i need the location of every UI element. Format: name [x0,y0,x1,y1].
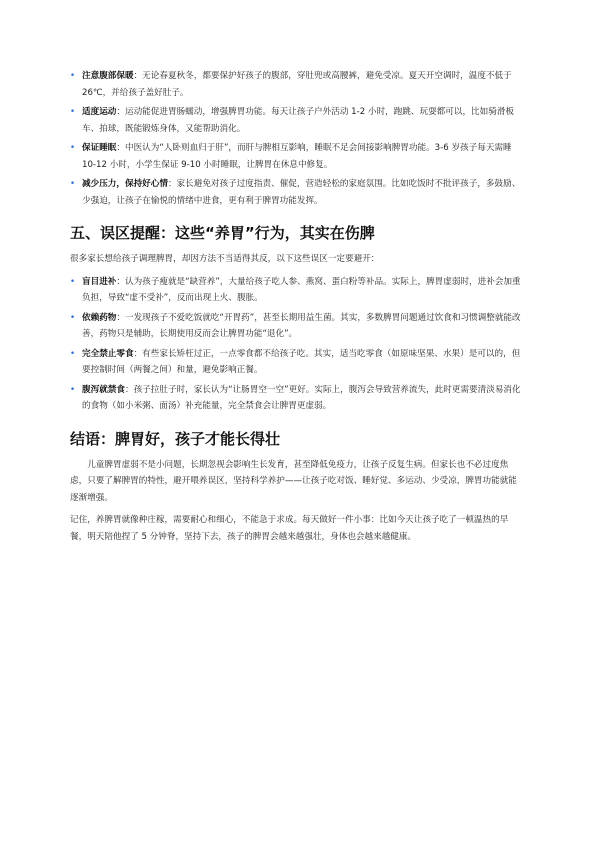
list-item [70,310,525,343]
habits-list [70,68,525,209]
item-text: ：运动能促进胃肠蠕动，增强脾胃功能。每天让孩子户外活动 1-2 小时，跑跳、玩耍都可以，比如骑滑板车、拍球，既能锻炼身体，又能帮助消化。 [82,107,515,134]
list-item [70,140,525,173]
list-item [70,68,525,101]
item-title: 减少压力，保持好心情 [82,179,168,189]
list-item [70,274,525,307]
item-text: ：无论春夏秋冬，都要保护好孩子的腹部，穿肚兜或高腰裤，避免受凉。夏天开空调时，温度不低于 26℃，并给孩子盖好肚子。 [82,71,512,98]
conclusion-paragraph: 记住，养脾胃就像种庄稼，需要耐心和细心，不能急于求成。每天做好一件小事：比如今天让孩子吃了一顿温热的早餐，明天陪他捏了 5 分钟脊，坚持下去，孩子的脾胃会越来越强壮，身体也会越来越健康。 [70,515,509,542]
item-title: 腹泻就禁食 [82,384,125,395]
list-item [70,382,525,415]
item-title: 注意腹部保暖 [82,71,134,81]
bullet-dot-icon: • [70,107,76,117]
list-item [70,176,525,209]
bullet-dot-icon: • [70,179,76,189]
bullet-dot-icon: • [70,312,76,323]
misconceptions-list [70,274,525,415]
bullet-dot-icon: • [70,348,76,359]
bullet-dot-icon: • [70,71,76,81]
conclusion-paragraph: 儿童脾胃虚弱不是小问题，长期忽视会影响生长发育，甚至降低免疫力，让孩子反复生病。但家长也不必过度焦虑，只要了解脾胃的特性，避开喂养误区，坚持科学养护——让孩子吃对饭、睡好觉、多运动、少受凉，脾胃功能就能逐渐增强。 [70,459,517,503]
bullet-dot-icon: • [70,276,76,287]
item-text: ：家长避免对孩子过度指责、催促，营造轻松的家庭氛围。比如吃饭时不批评孩子，多鼓励、少强迫，让孩子在愉悦的情绪中进食，更有利于脾胃功能发挥。 [82,179,521,206]
item-text: ：认为孩子瘦就是“缺营养”，大量给孩子吃人参、燕窝、蛋白粉等补品。实际上，脾胃虚弱时，进补会加重负担，导致“虚不受补”，反而出现上火、腹胀。 [82,276,521,303]
item-text: ：孩子拉肚子时，家长认为“让肠胃空一空”更好。实际上，腹泻会导致营养流失，此时更需要清淡易消化的食物（如小米粥、面汤）补充能量，完全禁食会让脾胃更虚弱。 [82,384,521,411]
section-heading-misconceptions: 五、误区提醒：这些“养胃”行为，其实在伤脾 [70,224,375,242]
bullet-dot-icon: • [70,143,76,153]
item-text: ：一发现孩子不爱吃饭就吃“开胃药”，甚至长期用益生菌。其实，多数脾胃问题通过饮食和习惯调整就能改善，药物只是辅助，长期使用反而会让脾胃功能“退化”。 [82,312,521,339]
bullet-dot-icon: • [70,384,76,395]
item-title: 依赖药物 [82,312,117,323]
section-intro: 很多家长想给孩子调理脾胃，却因方法不当适得其反，以下这些误区一定要避开： [70,254,380,264]
item-title: 适度运动 [82,107,117,117]
item-title: 保证睡眠 [82,143,117,153]
section-heading-conclusion: 结语：脾胃好，孩子才能长得壮 [70,429,281,448]
item-title: 完全禁止零食 [82,348,134,359]
item-text: ：有些家长矫枉过正，一点零食都不给孩子吃。其实，适当吃零食（如原味坚果、水果）是可以的，但要控制时间（两餐之间）和量，避免影响正餐。 [82,348,521,375]
item-text: ：中医认为“人卧则血归于肝”，而肝与脾相互影响，睡眠不足会间接影响脾胃功能。3-6 岁孩子每天需睡 10-12 小时，小学生保证 9-10 小时睡眠，让脾胃在休息中修复。 [82,143,512,170]
item-title: 盲目进补 [82,276,117,287]
list-item [70,346,525,379]
list-item [70,104,525,137]
